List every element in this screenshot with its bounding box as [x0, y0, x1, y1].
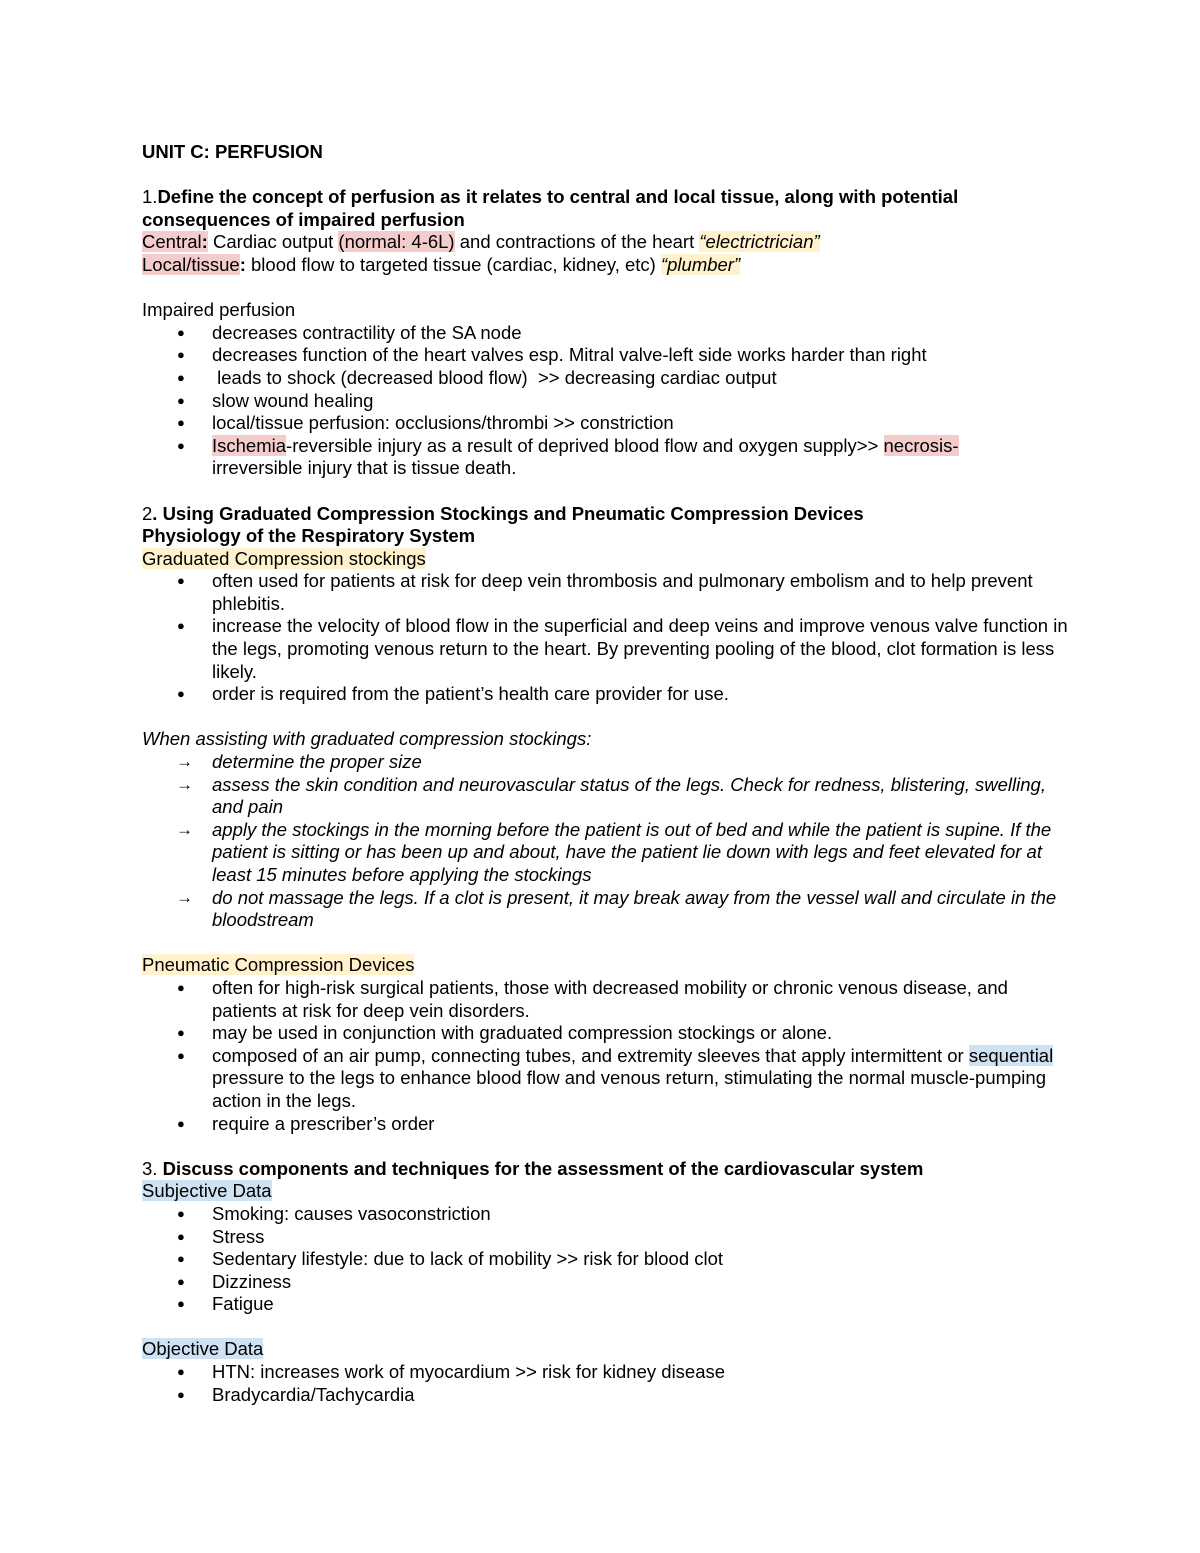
section-2-heading: 2. Using Graduated Compression Stockings and Pneumatic Compression Devices — [142, 502, 864, 524]
central-text: Cardiac output — [207, 231, 339, 253]
central-line — [142, 231, 1072, 254]
section-2-subheading: Physiology of the Respiratory System — [142, 525, 476, 547]
section-1-question: Define the concept of perfusion as it relates to central and local tissue, along with potential consequences of impaired perfusion — [142, 186, 959, 230]
list-item: ● require a prescriber’s order — [177, 1112, 435, 1134]
objective-label: Objective Data — [142, 1338, 264, 1360]
list-item: ● often for high-risk surgical patients, those with decreased mobility or chronic venous disease, and patients at risk for deep vein disorders. — [177, 976, 1008, 1021]
list-item: ● order is required from the patient’s health care provider for use. — [177, 683, 729, 705]
objective-list — [142, 1361, 1072, 1406]
pcd-label: Pneumatic Compression Devices — [142, 954, 415, 976]
list-item: ● Bradycardia/Tachycardia — [177, 1383, 415, 1405]
local-line: Local/tissue: blood flow to targeted tissue (cardiac, kidney, etc) “plumber” — [142, 253, 741, 275]
list-item: ● Sedentary lifestyle: due to lack of mobility >> risk for blood clot — [177, 1248, 724, 1270]
plumber-tag: “plumber” — [660, 253, 741, 275]
section-1-heading — [142, 186, 1072, 231]
list-item: ● composed of an air pump, connecting tubes, and extremity sleeves that apply intermittent or sequential pressure to the legs to enhance blood flow and venous return, stimulating the normal muscle-pumping action in the legs. — [177, 1044, 1054, 1111]
list-item: ● Smoking: causes vasoconstriction — [177, 1202, 491, 1224]
central-text-2: and contractions of the heart — [454, 231, 700, 253]
impaired-heading: Impaired perfusion — [142, 299, 296, 321]
gcs-list — [142, 570, 1072, 706]
ischemia-term: Ischemia — [212, 434, 287, 456]
sequential-term: sequential — [968, 1044, 1054, 1066]
central-label: Central: — [142, 231, 208, 253]
normal-range: (normal: 4-6L) — [338, 231, 455, 253]
list-item: ● HTN: increases work of myocardium >> risk for kidney disease — [177, 1361, 726, 1383]
document-title: UNIT C: PERFUSION — [142, 141, 323, 162]
list-item: ● local/tissue perfusion: occlusions/thrombi >> constriction — [177, 412, 674, 434]
subjective-label: Subjective Data — [142, 1180, 272, 1202]
section-3-heading: 3. Discuss components and techniques for the assessment of the cardiovascular system — [142, 1157, 924, 1179]
list-item: → determine the proper size — [176, 751, 422, 773]
list-item: ● decreases function of the heart valves esp. Mitral valve-left side works harder than right — [177, 344, 927, 366]
list-item: ● Ischemia-reversible injury as a result of deprived blood flow and oxygen supply>> necrosis- irreversible injury that is tissue death. — [177, 434, 959, 479]
list-item: ● Fatigue — [177, 1293, 274, 1315]
list-item: ● may be used in conjunction with graduated compression stockings or alone. — [177, 1022, 833, 1044]
list-item: → do not massage the legs. If a clot is present, it may break away from the vessel wall and circulate in the bloodstream — [176, 886, 1057, 931]
list-item: ● often used for patients at risk for deep vein thrombosis and pulmonary embolism and to help prevent phlebitis. — [177, 570, 1033, 614]
assist-list — [142, 751, 1072, 932]
assist-heading: When assisting with graduated compression stockings: — [142, 728, 592, 750]
list-item: ● decreases contractility of the SA node — [177, 321, 522, 343]
electrician-tag: “electrictrician” — [699, 231, 820, 253]
list-item: → assess the skin condition and neurovascular status of the legs. Check for redness, blistering, swelling, and pain — [176, 773, 1046, 818]
impaired-list — [142, 322, 1072, 480]
list-item: ● Dizziness — [177, 1270, 292, 1292]
list-item: ● leads to shock (decreased blood flow) >> decreasing cardiac output — [177, 366, 777, 388]
list-item: ● Stress — [177, 1225, 265, 1247]
subjective-list — [142, 1203, 1072, 1316]
pcd-list — [142, 977, 1072, 1135]
local-text: blood flow to targeted tissue (cardiac, kidney, etc) — [245, 253, 661, 275]
list-item: → apply the stockings in the morning before the patient is out of bed and while the patient is supine. If the patient is sitting or has been up and about, have the patient lie down with legs and feet elevated for at least 15 minutes before applying the stockings — [176, 818, 1052, 885]
necrosis-term: necrosis- — [883, 434, 959, 456]
section-1-number: 1. — [142, 186, 158, 208]
local-label: Local/tissue — [142, 253, 240, 275]
list-item: ● slow wound healing — [177, 389, 374, 411]
list-item: ● increase the velocity of blood flow in the superficial and deep veins and improve venous valve function in the legs, promoting venous return to the heart. By preventing pooling of the blood, clot formation is less likely. — [177, 615, 1068, 682]
document-page — [142, 141, 1072, 1406]
gcs-label: Graduated Compression stockings — [142, 547, 426, 569]
